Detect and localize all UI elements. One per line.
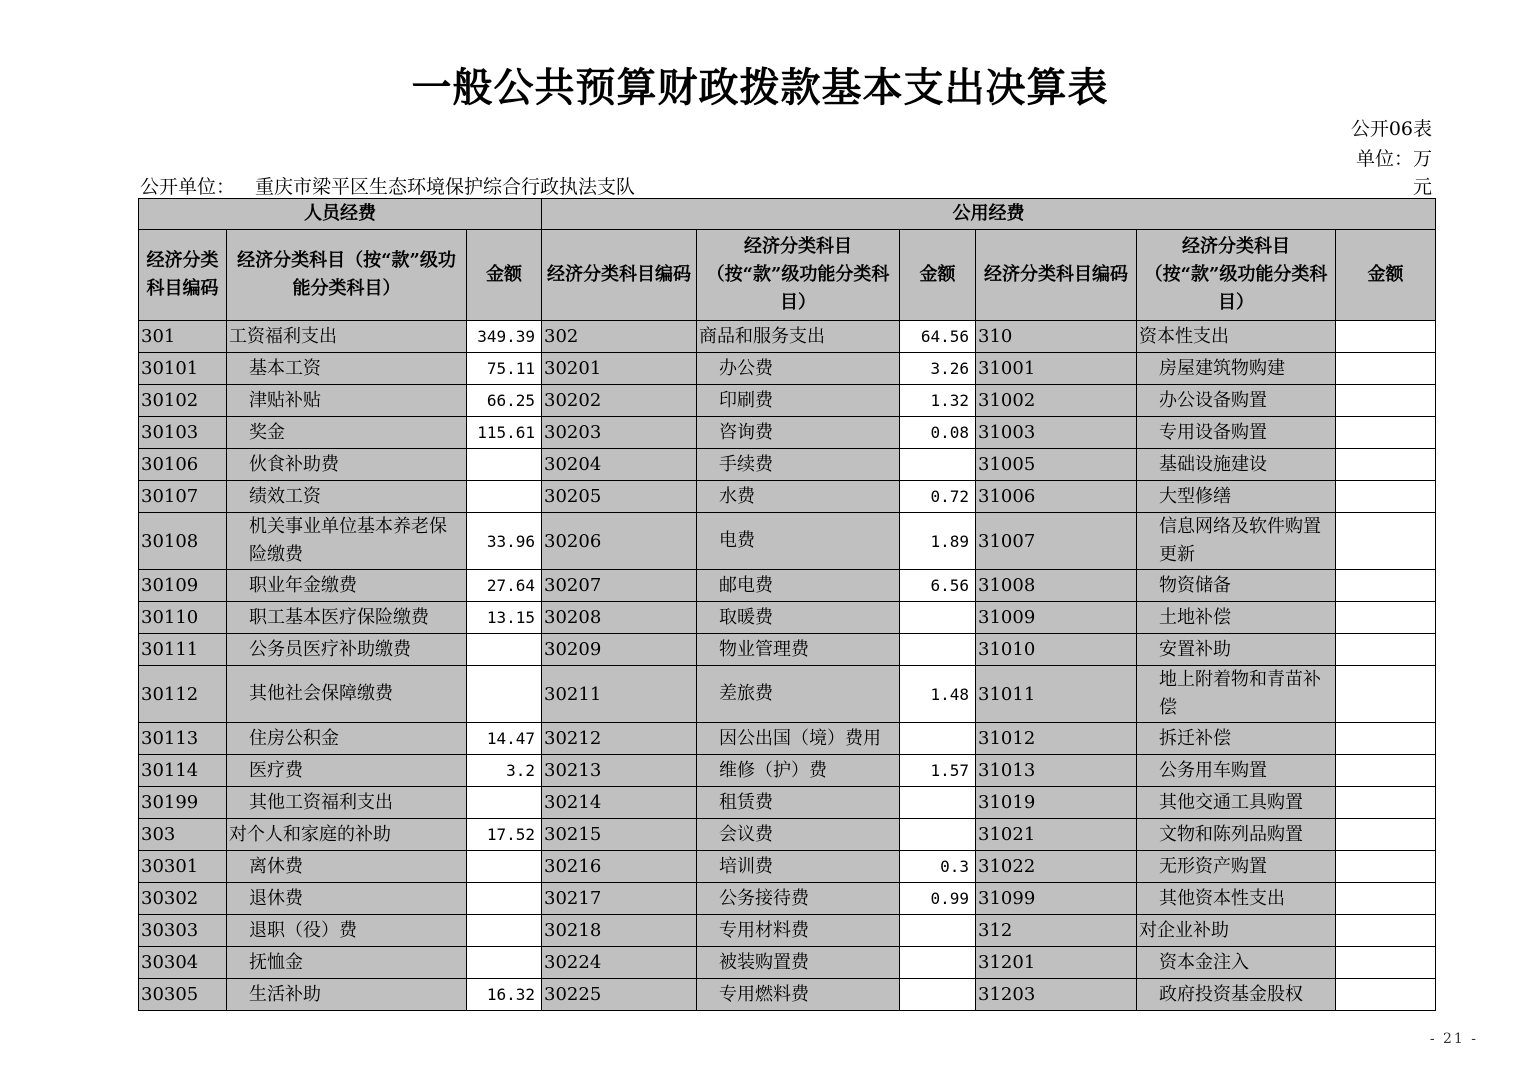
name-cell: 水费 bbox=[697, 481, 900, 513]
code-cell: 30209 bbox=[542, 634, 697, 666]
amount-cell bbox=[467, 481, 542, 513]
code-cell: 30101 bbox=[139, 353, 227, 385]
amount-cell bbox=[1336, 602, 1436, 634]
table-row bbox=[139, 666, 1436, 723]
table-row bbox=[139, 417, 1436, 449]
code-cell: 30102 bbox=[139, 385, 227, 417]
code-cell: 30202 bbox=[542, 385, 697, 417]
amount-cell: 1.48 bbox=[900, 666, 976, 723]
name-cell: 绩效工资 bbox=[227, 481, 467, 513]
table-row bbox=[139, 481, 1436, 513]
amount-cell bbox=[900, 602, 976, 634]
name-cell: 培训费 bbox=[697, 851, 900, 883]
code-cell: 31022 bbox=[976, 851, 1137, 883]
code-cell: 30206 bbox=[542, 513, 697, 570]
code-cell: 303 bbox=[139, 819, 227, 851]
name-cell: 手续费 bbox=[697, 449, 900, 481]
header-code: 经济分类科目编码 bbox=[976, 230, 1137, 321]
amount-cell bbox=[900, 634, 976, 666]
name-cell: 政府投资基金股权 bbox=[1137, 979, 1336, 1011]
code-cell: 30208 bbox=[542, 602, 697, 634]
name-cell: 被装购置费 bbox=[697, 947, 900, 979]
amount-cell: 6.56 bbox=[900, 570, 976, 602]
code-cell: 31003 bbox=[976, 417, 1137, 449]
name-cell: 地上附着物和青苗补偿 bbox=[1137, 666, 1336, 723]
code-cell: 30302 bbox=[139, 883, 227, 915]
amount-cell: 1.89 bbox=[900, 513, 976, 570]
amount-cell bbox=[1336, 481, 1436, 513]
table-body bbox=[139, 321, 1436, 1011]
amount-cell bbox=[900, 723, 976, 755]
name-cell: 对个人和家庭的补助 bbox=[227, 819, 467, 851]
table-row bbox=[139, 570, 1436, 602]
name-cell: 文物和陈列品购置 bbox=[1137, 819, 1336, 851]
header-amount: 金额 bbox=[1336, 230, 1436, 321]
amount-cell: 64.56 bbox=[900, 321, 976, 353]
amount-cell bbox=[1336, 723, 1436, 755]
code-cell: 30217 bbox=[542, 883, 697, 915]
amount-cell: 17.52 bbox=[467, 819, 542, 851]
table-row bbox=[139, 723, 1436, 755]
name-cell: 公务接待费 bbox=[697, 883, 900, 915]
name-cell: 抚恤金 bbox=[227, 947, 467, 979]
code-cell: 31021 bbox=[976, 819, 1137, 851]
name-cell: 无形资产购置 bbox=[1137, 851, 1336, 883]
code-cell: 30110 bbox=[139, 602, 227, 634]
code-cell: 30106 bbox=[139, 449, 227, 481]
header-amount: 金额 bbox=[467, 230, 542, 321]
code-cell: 30212 bbox=[542, 723, 697, 755]
amount-cell bbox=[467, 787, 542, 819]
code-cell: 30201 bbox=[542, 353, 697, 385]
table-row bbox=[139, 513, 1436, 570]
group-header-public: 公用经费 bbox=[542, 199, 1436, 230]
table-row bbox=[139, 353, 1436, 385]
form-number: 公开06表 bbox=[1350, 118, 1432, 140]
code-cell: 302 bbox=[542, 321, 697, 353]
code-cell: 31007 bbox=[976, 513, 1137, 570]
name-cell: 伙食补助费 bbox=[227, 449, 467, 481]
code-cell: 30111 bbox=[139, 634, 227, 666]
name-cell: 公务用车购置 bbox=[1137, 755, 1336, 787]
amount-cell: 1.57 bbox=[900, 755, 976, 787]
name-cell: 住房公积金 bbox=[227, 723, 467, 755]
code-cell: 31008 bbox=[976, 570, 1137, 602]
code-cell: 30211 bbox=[542, 666, 697, 723]
code-cell: 30214 bbox=[542, 787, 697, 819]
code-cell: 30107 bbox=[139, 481, 227, 513]
name-cell: 物资储备 bbox=[1137, 570, 1336, 602]
code-cell: 30225 bbox=[542, 979, 697, 1011]
amount-cell bbox=[1336, 755, 1436, 787]
amount-cell: 3.26 bbox=[900, 353, 976, 385]
name-cell: 办公费 bbox=[697, 353, 900, 385]
code-cell: 31012 bbox=[976, 723, 1137, 755]
name-cell: 安置补助 bbox=[1137, 634, 1336, 666]
name-cell: 医疗费 bbox=[227, 755, 467, 787]
amount-cell bbox=[1336, 851, 1436, 883]
code-cell: 31002 bbox=[976, 385, 1137, 417]
table-row bbox=[139, 883, 1436, 915]
code-cell: 30207 bbox=[542, 570, 697, 602]
amount-cell bbox=[900, 979, 976, 1011]
code-cell: 30215 bbox=[542, 819, 697, 851]
header-name: 经济分类科目（按“款”级功能分类科目） bbox=[1137, 230, 1336, 321]
page-title: 一般公共预算财政拨款基本支出决算表 bbox=[411, 64, 1109, 111]
amount-cell: 16.32 bbox=[467, 979, 542, 1011]
code-cell: 30112 bbox=[139, 666, 227, 723]
name-cell: 拆迁补偿 bbox=[1137, 723, 1336, 755]
code-cell: 301 bbox=[139, 321, 227, 353]
name-cell: 职业年金缴费 bbox=[227, 570, 467, 602]
org-name: 重庆市梁平区生态环境保护综合行政执法支队 bbox=[255, 176, 636, 198]
name-cell: 土地补偿 bbox=[1137, 602, 1336, 634]
amount-cell bbox=[467, 883, 542, 915]
name-cell: 工资福利支出 bbox=[227, 321, 467, 353]
header-code: 经济分类科目编码 bbox=[542, 230, 697, 321]
amount-cell bbox=[900, 915, 976, 947]
name-cell: 商品和服务支出 bbox=[697, 321, 900, 353]
code-cell: 30204 bbox=[542, 449, 697, 481]
amount-cell: 75.11 bbox=[467, 353, 542, 385]
amount-cell bbox=[467, 947, 542, 979]
name-cell: 取暖费 bbox=[697, 602, 900, 634]
table-row bbox=[139, 979, 1436, 1011]
amount-cell bbox=[1336, 634, 1436, 666]
org-line bbox=[140, 172, 635, 199]
name-cell: 专用设备购置 bbox=[1137, 417, 1336, 449]
name-cell: 其他工资福利支出 bbox=[227, 787, 467, 819]
name-cell: 其他资本性支出 bbox=[1137, 883, 1336, 915]
name-cell: 奖金 bbox=[227, 417, 467, 449]
header-name: 经济分类科目（按“款”级功能分类科目） bbox=[697, 230, 900, 321]
code-cell: 30109 bbox=[139, 570, 227, 602]
name-cell: 其他社会保障缴费 bbox=[227, 666, 467, 723]
name-cell: 会议费 bbox=[697, 819, 900, 851]
amount-cell: 66.25 bbox=[467, 385, 542, 417]
code-cell: 31013 bbox=[976, 755, 1137, 787]
code-cell: 30213 bbox=[542, 755, 697, 787]
amount-cell bbox=[900, 819, 976, 851]
code-cell: 30203 bbox=[542, 417, 697, 449]
name-cell: 基本工资 bbox=[227, 353, 467, 385]
amount-cell bbox=[900, 947, 976, 979]
code-cell: 31005 bbox=[976, 449, 1137, 481]
amount-cell bbox=[1336, 321, 1436, 353]
table-row bbox=[139, 915, 1436, 947]
amount-cell bbox=[1336, 353, 1436, 385]
code-cell: 310 bbox=[976, 321, 1137, 353]
name-cell: 基础设施建设 bbox=[1137, 449, 1336, 481]
code-cell: 31019 bbox=[976, 787, 1137, 819]
amount-cell: 3.2 bbox=[467, 755, 542, 787]
name-cell: 房屋建筑物购建 bbox=[1137, 353, 1336, 385]
name-cell: 离休费 bbox=[227, 851, 467, 883]
amount-cell bbox=[1336, 449, 1436, 481]
code-cell: 31099 bbox=[976, 883, 1137, 915]
amount-cell bbox=[900, 787, 976, 819]
name-cell: 资本性支出 bbox=[1137, 321, 1336, 353]
name-cell: 职工基本医疗保险缴费 bbox=[227, 602, 467, 634]
code-cell: 30205 bbox=[542, 481, 697, 513]
amount-cell bbox=[467, 634, 542, 666]
table-row bbox=[139, 787, 1436, 819]
code-cell: 31009 bbox=[976, 602, 1137, 634]
name-cell: 印刷费 bbox=[697, 385, 900, 417]
amount-cell bbox=[1336, 570, 1436, 602]
code-cell: 30301 bbox=[139, 851, 227, 883]
amount-cell bbox=[467, 449, 542, 481]
amount-cell: 0.99 bbox=[900, 883, 976, 915]
name-cell: 公务员医疗补助缴费 bbox=[227, 634, 467, 666]
name-cell: 退休费 bbox=[227, 883, 467, 915]
name-cell: 生活补助 bbox=[227, 979, 467, 1011]
amount-cell bbox=[1336, 915, 1436, 947]
unit-label: 单位：万 bbox=[1355, 148, 1432, 170]
code-cell: 30108 bbox=[139, 513, 227, 570]
table-row bbox=[139, 819, 1436, 851]
name-cell: 邮电费 bbox=[697, 570, 900, 602]
amount-cell: 349.39 bbox=[467, 321, 542, 353]
name-cell: 大型修缮 bbox=[1137, 481, 1336, 513]
code-cell: 30113 bbox=[139, 723, 227, 755]
code-cell: 31203 bbox=[976, 979, 1137, 1011]
page-number: - 21 - bbox=[1429, 1031, 1478, 1047]
amount-cell bbox=[467, 666, 542, 723]
code-cell: 31001 bbox=[976, 353, 1137, 385]
header-amount: 金额 bbox=[900, 230, 976, 321]
name-cell: 其他交通工具购置 bbox=[1137, 787, 1336, 819]
name-cell: 对企业补助 bbox=[1137, 915, 1336, 947]
org-label: 公开单位： bbox=[140, 176, 236, 198]
name-cell: 退职（役）费 bbox=[227, 915, 467, 947]
code-cell: 30218 bbox=[542, 915, 697, 947]
amount-cell bbox=[1336, 787, 1436, 819]
name-cell: 因公出国（境）费用 bbox=[697, 723, 900, 755]
code-cell: 31011 bbox=[976, 666, 1137, 723]
code-cell: 30305 bbox=[139, 979, 227, 1011]
name-cell: 差旅费 bbox=[697, 666, 900, 723]
code-cell: 312 bbox=[976, 915, 1137, 947]
amount-cell bbox=[1336, 883, 1436, 915]
budget-table bbox=[138, 198, 1436, 1011]
amount-cell bbox=[1336, 513, 1436, 570]
amount-cell bbox=[1336, 417, 1436, 449]
name-cell: 物业管理费 bbox=[697, 634, 900, 666]
amount-cell: 0.3 bbox=[900, 851, 976, 883]
table-row bbox=[139, 321, 1436, 353]
header-code: 经济分类科目编码 bbox=[139, 230, 227, 321]
name-cell: 专用材料费 bbox=[697, 915, 900, 947]
amount-cell: 14.47 bbox=[467, 723, 542, 755]
amount-cell: 0.08 bbox=[900, 417, 976, 449]
table-row bbox=[139, 449, 1436, 481]
table-row bbox=[139, 602, 1436, 634]
unit-label-continued: 元 bbox=[1412, 176, 1432, 198]
amount-cell: 13.15 bbox=[467, 602, 542, 634]
amount-cell: 115.61 bbox=[467, 417, 542, 449]
name-cell: 资本金注入 bbox=[1137, 947, 1336, 979]
amount-cell: 0.72 bbox=[900, 481, 976, 513]
header-name: 经济分类科目（按“款”级功能分类科目） bbox=[227, 230, 467, 321]
amount-cell bbox=[1336, 819, 1436, 851]
group-header-personnel: 人员经费 bbox=[139, 199, 542, 230]
table-row bbox=[139, 851, 1436, 883]
amount-cell bbox=[467, 851, 542, 883]
name-cell: 电费 bbox=[697, 513, 900, 570]
code-cell: 30304 bbox=[139, 947, 227, 979]
code-cell: 30103 bbox=[139, 417, 227, 449]
code-cell: 31201 bbox=[976, 947, 1137, 979]
amount-cell bbox=[467, 915, 542, 947]
code-cell: 30224 bbox=[542, 947, 697, 979]
amount-cell bbox=[1336, 979, 1436, 1011]
amount-cell bbox=[1336, 666, 1436, 723]
name-cell: 维修（护）费 bbox=[697, 755, 900, 787]
table-row bbox=[139, 755, 1436, 787]
code-cell: 30303 bbox=[139, 915, 227, 947]
table-row bbox=[139, 385, 1436, 417]
name-cell: 机关事业单位基本养老保险缴费 bbox=[227, 513, 467, 570]
amount-cell: 33.96 bbox=[467, 513, 542, 570]
amount-cell bbox=[900, 449, 976, 481]
table-row bbox=[139, 634, 1436, 666]
code-cell: 31006 bbox=[976, 481, 1137, 513]
name-cell: 办公设备购置 bbox=[1137, 385, 1336, 417]
code-cell: 30199 bbox=[139, 787, 227, 819]
name-cell: 咨询费 bbox=[697, 417, 900, 449]
name-cell: 津贴补贴 bbox=[227, 385, 467, 417]
name-cell: 信息网络及软件购置更新 bbox=[1137, 513, 1336, 570]
amount-cell: 27.64 bbox=[467, 570, 542, 602]
name-cell: 租赁费 bbox=[697, 787, 900, 819]
amount-cell bbox=[1336, 385, 1436, 417]
code-cell: 31010 bbox=[976, 634, 1137, 666]
amount-cell: 1.32 bbox=[900, 385, 976, 417]
table-row bbox=[139, 947, 1436, 979]
name-cell: 专用燃料费 bbox=[697, 979, 900, 1011]
code-cell: 30114 bbox=[139, 755, 227, 787]
amount-cell bbox=[1336, 947, 1436, 979]
code-cell: 30216 bbox=[542, 851, 697, 883]
